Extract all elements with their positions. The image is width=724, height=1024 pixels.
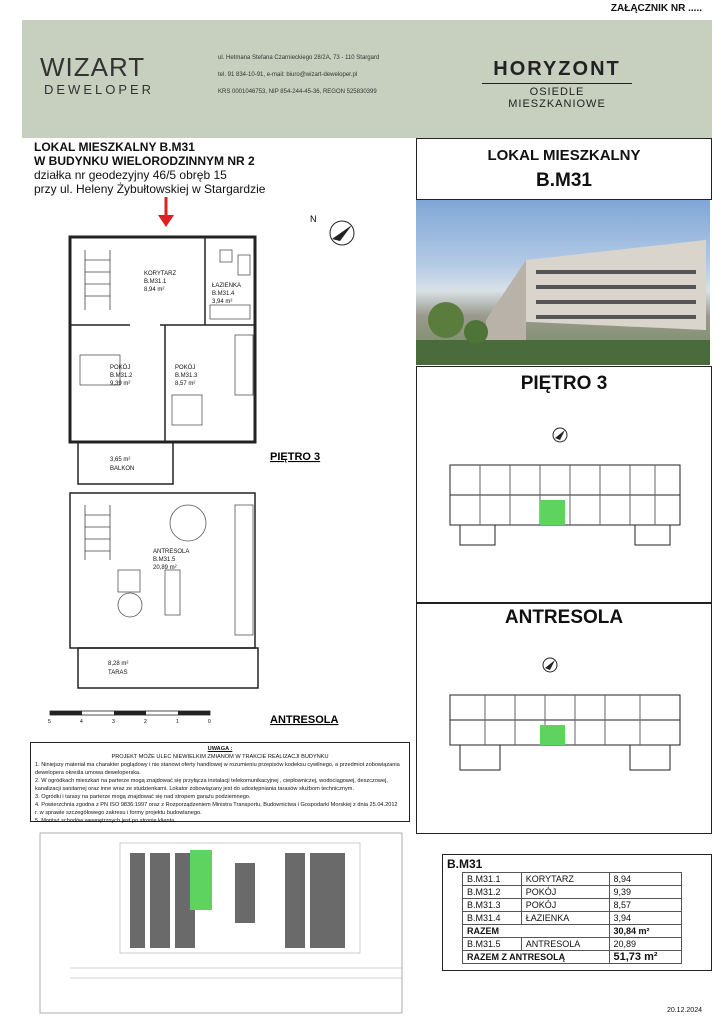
svg-text:2: 2	[144, 719, 147, 725]
entrance-arrow-icon	[158, 197, 174, 227]
svg-text:8,94 m²: 8,94 m²	[144, 287, 165, 293]
svg-text:8,57 m²: 8,57 m²	[175, 381, 196, 387]
svg-text:ANTRESOLA: ANTRESOLA	[153, 549, 190, 555]
table-row: B.M31.1 KORYTARZ 8,94	[463, 873, 682, 886]
svg-text:KORYTARZ	[144, 271, 176, 277]
attachment-label: ZAŁĄCZNIK NR .....	[610, 3, 702, 14]
company-address: ul. Hetmana Stefana Czarnieckiego 28/2A, 73 - 110 Stargard tel. 91 834-10-91, e-mail: biuro@wizart-deweloper.pl KRS 0001046753, NIP 854-244-45-36, REGON 525830399	[218, 55, 380, 95]
svg-text:POKÓJ: POKÓJ	[175, 365, 196, 371]
svg-text:B.M31.5: B.M31.5	[153, 557, 176, 563]
unit-title-block: LOKAL MIESZKALNY B.M31 W BUDYNKU WIELORODZINNYM NR 2 działka nr geodezyjny 46/5 obręb 15 przy ul. Heleny Żybułtowskiej w Stargardzie	[34, 140, 266, 196]
table-row: B.M31.4 ŁAZIENKA 3,94	[463, 912, 682, 925]
svg-text:BALKON: BALKON	[110, 466, 135, 472]
mezzanine-box: ANTRESOLA	[416, 602, 712, 834]
room-label-korytarz: KORYTARZ	[144, 271, 177, 277]
project-logo: HORYZONT OSIEDLE MIESZKANIOWE	[482, 58, 632, 110]
svg-text:ŁAZIENKA: ŁAZIENKA	[212, 283, 242, 289]
floor-key-plan	[440, 420, 690, 560]
svg-text:20,89 m²: 20,89 m²	[153, 565, 177, 571]
unit-title-box: LOKAL MIESZKALNY B.M31	[416, 138, 712, 200]
floor-box: PIĘTRO 3	[416, 366, 712, 604]
unit-highlight	[190, 850, 212, 910]
mezzanine-caption: ANTRESOLA	[270, 714, 339, 726]
svg-text:B.M31.1: B.M31.1	[144, 279, 167, 285]
total-row: RAZEM 30,84 m²	[463, 925, 682, 938]
svg-text:3,65 m²: 3,65 m²	[110, 457, 131, 463]
svg-text:POKÓJ: POKÓJ	[110, 365, 131, 371]
area-table	[462, 872, 682, 964]
brand-logo: WIZART	[40, 52, 146, 82]
north-arrow	[310, 214, 354, 245]
svg-text:9,39 m²: 9,39 m²	[110, 381, 131, 387]
mezzanine-key-plan	[440, 650, 690, 780]
svg-text:0: 0	[208, 719, 211, 725]
svg-text:3: 3	[112, 719, 115, 725]
svg-text:N: N	[310, 214, 317, 224]
site-plan	[30, 828, 412, 1018]
table-row: B.M31.5 ANTRESOLA 20,89	[463, 938, 682, 951]
floor-plan	[40, 195, 370, 735]
svg-text:3,94 m²: 3,94 m²	[212, 299, 233, 305]
svg-text:1: 1	[176, 719, 179, 725]
building-visualization	[416, 200, 710, 365]
notes-box: UWAGA : PROJEKT MOŻE ULEC NIEWIELKIM ZMIANOM W TRAKCIE REALIZACJI BUDYNKU 1. Niniejszy materiał ma charakter poglądowy i nie stanowi oferty handlowej w rozumieniu przepisów kodeksu cywilnego, a przedmiot zobowiązania dewelopera określa umowa deweloperska. 2. W ogródkach mieszkań na parterze mogą znajdować się przyłącza instalacji telekomunikacyjnej , ciepłowniczej, wodociągowej, deszczowej, kanalizacji sanitarnej oraz inne wraz ze studzienkami. Lokator zobowiązany jest do udostępniania tarasów służbom technicznym. 3. Ogródki i tarasy na parterze mogą znajdować się nad stropem garażu podziemnego. 4. Powierzchnia zgodna z PN ISO 9836:1997 oraz z Rozporządzeniem Ministra Transportu, Budownictwa i Gospodarki Morskiej z dnia 25.04.2012 r. w sprawie szczegółowego zakresu i formy projektu budowlanego. 5. Montaż schodów wewnętrznych jest po stronie klienta.	[30, 742, 410, 822]
svg-text:B.M31.3: B.M31.3	[175, 373, 198, 379]
table-row: B.M31.2 POKÓJ 9,39	[463, 886, 682, 899]
scale-bar	[48, 711, 211, 725]
svg-text:4: 4	[80, 719, 83, 725]
svg-text:5: 5	[48, 719, 51, 725]
floor-caption: PIĘTRO 3	[270, 451, 321, 463]
brand-subtitle: DEWELOPER	[44, 82, 155, 97]
document-date: 20.12.2024	[666, 1007, 702, 1014]
unit-highlight	[540, 500, 565, 525]
table-row: B.M31.3 POKÓJ 8,57	[463, 899, 682, 912]
svg-text:B.M31.4: B.M31.4	[212, 291, 235, 297]
unit-highlight	[540, 725, 565, 745]
grand-total-row: RAZEM Z ANTRESOLĄ 51,73 m²	[463, 951, 682, 964]
svg-text:TARAS: TARAS	[108, 670, 128, 676]
svg-text:B.M31.2: B.M31.2	[110, 373, 133, 379]
svg-text:8,28 m²: 8,28 m²	[108, 661, 129, 667]
area-table-box: B.M31	[442, 854, 712, 971]
